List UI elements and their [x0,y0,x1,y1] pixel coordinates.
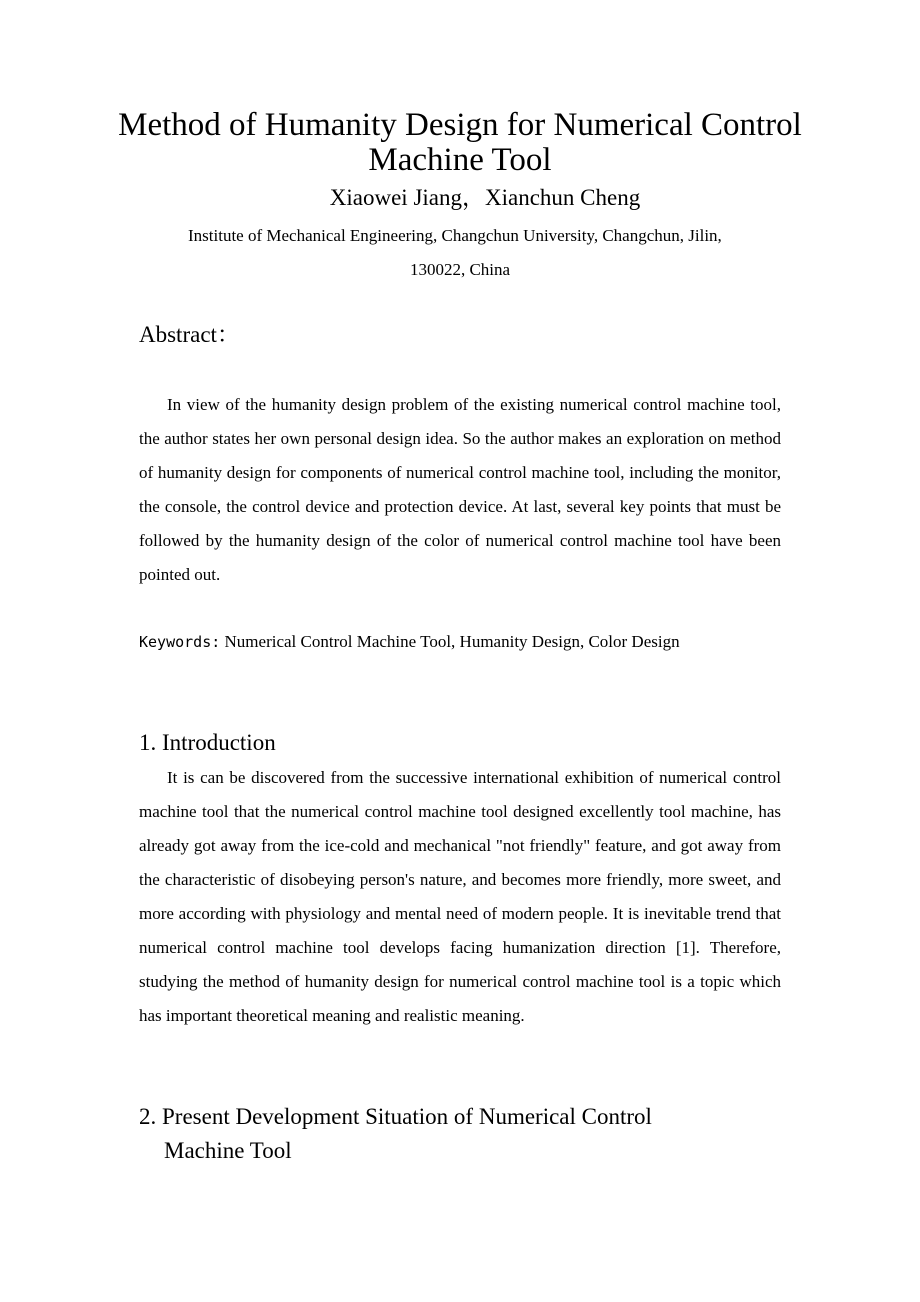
keywords-label: Keywords: [139,633,221,651]
section-heading-introduction: 1. Introduction [139,730,276,755]
abstract-text: In view of the humanity design problem of the existing numerical control machine tool, the author states her own personal design idea. So the author makes an exploration on method of humanity design for components of numerical control machine tool, including the monitor, the console, the control device and protection device. At last, several key points that must be followed by the humanity design of the color of numerical control machine tool have been pointed out. [139,395,781,584]
keywords-line [139,632,680,652]
introduction-text: It is can be discovered from the successive international exhibition of numerical control machine tool that the numerical control machine tool designed excellently tool machine, has already got away from the ice-cold and mechanical "not friendly" feature, and got away from the characteristic of disobeying person's nature, and becomes more friendly, more sweet, and more according with physiology and mental need of modern people. It is inevitable trend that numerical control machine tool develops facing humanization direction [1]. Therefore, studying the method of humanity design for numerical control machine tool is a topic which has important theoretical meaning and realistic meaning. [139,768,781,1025]
section-heading-development-situation [139,1100,799,1168]
paper-title: Method of Humanity Design for Numerical Control Machine Tool [118,107,802,178]
section-heading-line-1: 2. Present Development Situation of Numerical Control [139,1104,652,1129]
affiliation-line-1: Institute of Mechanical Engineering, Changchun University, Changchun, Jilin, [188,226,722,245]
affiliation-line-2: 130022, China [409,260,511,279]
paper-authors: Xiaowei Jiang，Xianchun Cheng [329,185,641,210]
abstract-heading: Abstract： [139,322,240,347]
keywords-text: Numerical Control Machine Tool, Humanity Design, Color Design [224,632,680,651]
section-heading-line-2: Machine Tool [164,1138,292,1163]
